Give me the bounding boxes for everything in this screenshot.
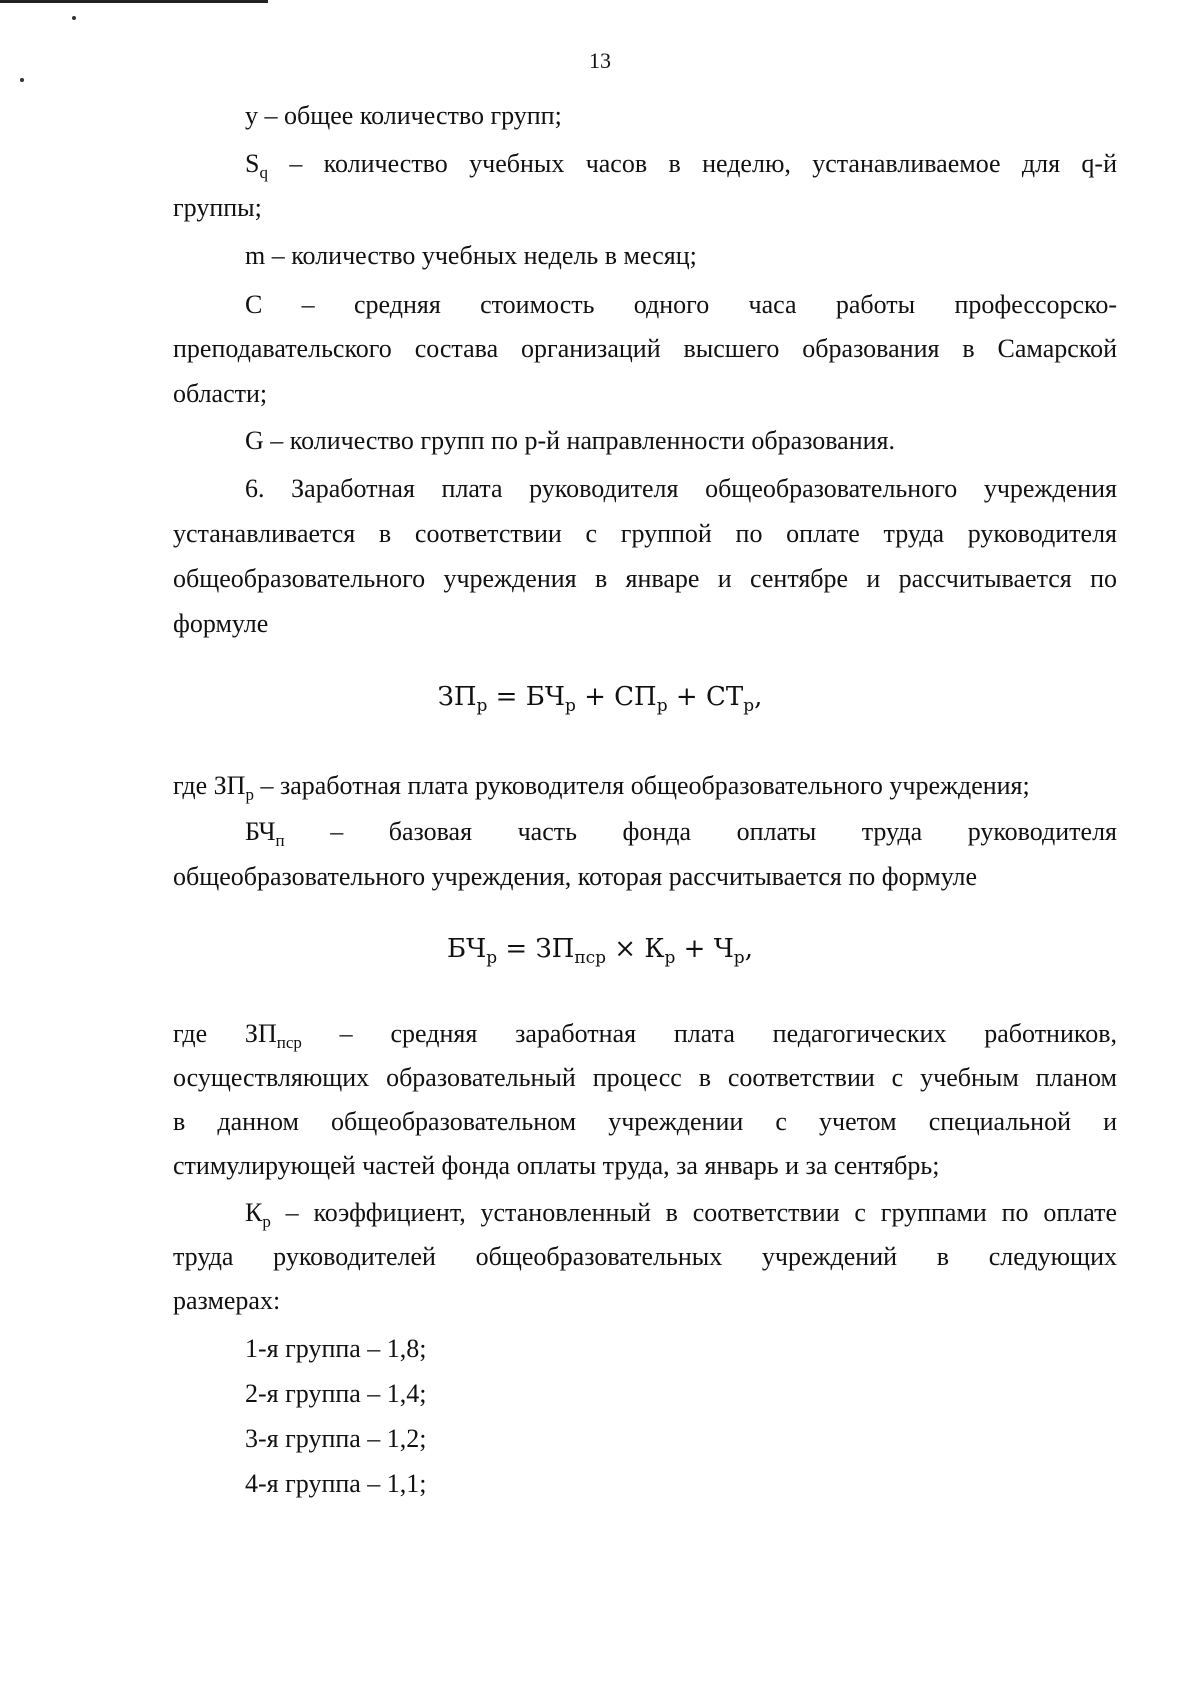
var-bch: $БЧ_п$ [245,817,285,850]
list-item: 1-я группа – 1,8; [245,1334,427,1363]
text-line: размерах: [173,1286,281,1315]
text-line: C – средняя стоимость одного часа работы профессорско- [245,290,1117,319]
page-number: 13 [589,48,611,73]
text-line: осуществляющих образовательный процесс в соответствии с учебным планом [173,1063,1117,1092]
text-line: $БЧ_п$ – базовая часть фонда оплаты труда руководителя [245,817,1117,850]
var-kr: $К_р$ [245,1198,271,1231]
text-line: труда руководителей общеобразовательных учреждений в следующих [173,1242,1117,1271]
scan-speck [72,16,76,20]
list-item: 4-я группа – 1,1; [245,1469,427,1498]
text-line: G – количество групп по p-й направленности образования. [245,426,895,455]
text-line: формуле [173,609,269,638]
text-line: y – общее количество групп; [245,101,562,130]
text-line: где $ЗП_{пср}$ – средняя заработная плата педагогических работников, [173,1019,1117,1052]
scan-edge-mark [0,0,268,3]
text-line: $S_q$ – количество учебных часов в неделю, устанавливаемое для q-й [245,149,1117,182]
var-s: $S_q$ [245,149,268,182]
text-line: $К_р$ – коэффициент, установленный в соответствии с группами по оплате [245,1198,1117,1231]
text-line: стимулирующей частей фонда оплаты труда, за январь и за сентябрь; [173,1151,940,1180]
list-item: 3-я группа – 1,2; [245,1424,427,1453]
text-line: m – количество учебных недель в месяц; [245,241,697,270]
text-line: где $ЗП_р$ – заработная плата руководителя общеобразовательного учреждения; [173,771,1030,804]
formula-base-part: $БЧ_р = ЗП_{пср} \times К_р + Ч_р$, [447,934,753,968]
text-line: устанавливается в соответствии с группой по оплате труда руководителя [173,519,1117,548]
text-line: области; [173,379,268,408]
text-line: общеобразовательного учреждения в январе и сентябре и рассчитывается по [173,564,1117,593]
text-line: группы; [173,193,262,222]
text-line: общеобразовательного учреждения, которая рассчитывается по формуле [173,862,978,891]
formula-salary: $ЗП_р = БЧ_р + СП_р + СТ_р$, [437,682,763,716]
list-item: 2-я группа – 1,4; [245,1379,427,1408]
text-line: преподавательского состава организаций высшего образования в Самарской [173,334,1117,363]
scan-speck [20,78,24,82]
text-line: 6. Заработная плата руководителя общеобразовательного учреждения [245,474,1117,503]
text-line: в данном общеобразовательном учреждении с учетом специальной и [173,1107,1117,1136]
